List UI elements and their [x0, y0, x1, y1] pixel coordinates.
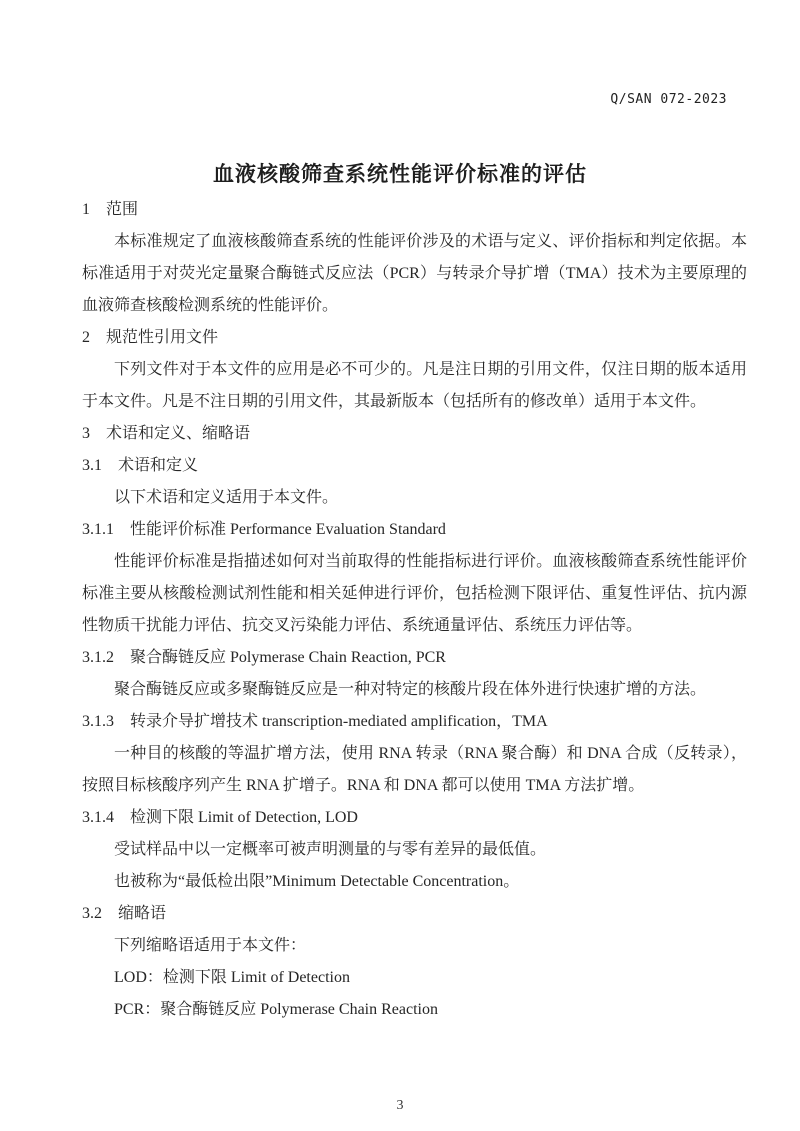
section-heading: 2 规范性引用文件	[82, 329, 219, 346]
section-heading: 1 范围	[82, 201, 139, 218]
section-heading: 3.1.4 检测下限 Limit of Detection, LOD	[82, 809, 358, 826]
section-heading: 3.2 缩略语	[82, 905, 167, 922]
paragraph: 受试样品中以一定概率可被声明测量的与零有差异的最低值。	[114, 841, 547, 858]
paragraph: 下列缩略语适用于本文件：	[114, 937, 307, 954]
section-heading: 3.1.2 聚合酶链反应 Polymerase Chain Reaction, PCR	[82, 649, 446, 666]
section-heading: 3 术语和定义、缩略语	[82, 425, 251, 442]
paragraph: PCR：聚合酶链反应 Polymerase Chain Reaction	[114, 1001, 438, 1018]
paragraph: 聚合酶链反应或多聚酶链反应是一种对特定的核酸片段在体外进行快速扩增的方法。	[114, 681, 707, 698]
page-number: 3	[396, 1098, 404, 1113]
section-heading: 3.1.3 转录介导扩增技术 transcription-mediated amplification，TMA	[82, 713, 548, 730]
paragraph: 以下术语和定义适用于本文件。	[114, 489, 339, 506]
paragraph: 下列文件对于本文件的应用是必不可少的。凡是注日期的引用文件，仅注日期的版本适用于本文件。凡是不注日期的引用文件，其最新版本（包括所有的修改单）适用于本文件。	[82, 361, 747, 410]
paragraph: LOD：检测下限 Limit of Detection	[114, 969, 350, 986]
document-body	[82, 194, 747, 1026]
paragraph: 也被称为“最低检出限”Minimum Detectable Concentration。	[114, 873, 520, 890]
paragraph: 一种目的核酸的等温扩增方法，使用 RNA 转录（RNA 聚合酶）和 DNA 合成（反转录），按照目标核酸序列产生 RNA 扩增子。RNA 和 DNA 都可以使用 TMA 方法扩增。	[82, 745, 747, 794]
paragraph: 本标准规定了血液核酸筛查系统的性能评价涉及的术语与定义、评价指标和判定依据。本标准适用于对荧光定量聚合酶链式反应法（PCR）与转录介导扩增（TMA）技术为主要原理的血液筛查核酸检测系统的性能评价。	[82, 233, 747, 314]
document-title: 血液核酸筛查系统性能评价标准的评估	[213, 162, 587, 186]
section-heading: 3.1.1 性能评价标准 Performance Evaluation Standard	[82, 521, 446, 538]
doc-number: Q/SAN 072-2023	[610, 92, 727, 107]
paragraph: 性能评价标准是指描述如何对当前取得的性能指标进行评价。血液核酸筛查系统性能评价标准主要从核酸检测试剂性能和相关延伸进行评价，包括检测下限评估、重复性评估、抗内源性物质干扰能力评估、抗交叉污染能力评估、系统通量评估、系统压力评估等。	[82, 553, 747, 634]
section-heading: 3.1 术语和定义	[82, 457, 199, 474]
